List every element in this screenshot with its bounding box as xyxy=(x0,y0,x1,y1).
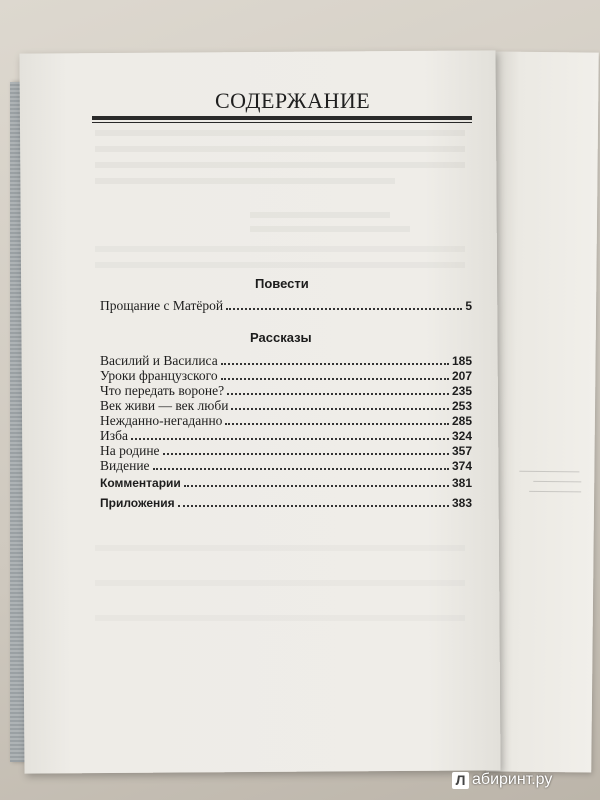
toc-entry-title: Нежданно-негаданно xyxy=(100,413,223,428)
toc-entry-title: Видение xyxy=(100,458,150,473)
toc-stories xyxy=(100,353,472,473)
dot-leader xyxy=(184,484,449,487)
dot-leader xyxy=(131,437,449,440)
bleed-through-text xyxy=(519,462,591,493)
toc-entry xyxy=(100,413,472,428)
toc-entry-page: 207 xyxy=(451,369,472,383)
title-rule xyxy=(92,116,472,120)
watermark-text: абиринт.ру xyxy=(472,771,553,788)
toc-entry-page: 324 xyxy=(451,429,472,443)
toc-entry xyxy=(100,496,472,511)
dot-leader xyxy=(178,504,449,507)
section-heading-novels: Повести xyxy=(255,276,309,291)
toc-entry-page: 253 xyxy=(451,399,472,413)
dot-leader xyxy=(153,467,449,470)
toc-entry xyxy=(100,383,472,398)
toc-entry-page: 185 xyxy=(451,354,472,368)
toc-entry xyxy=(100,368,472,383)
toc-entry xyxy=(100,476,472,496)
dot-leader xyxy=(231,407,449,410)
dot-leader xyxy=(221,362,449,365)
toc-entry-page: 381 xyxy=(451,476,472,490)
toc-entry-title: Комментарии xyxy=(100,476,181,490)
toc-entry-title: Приложения xyxy=(100,496,175,510)
toc-entry xyxy=(100,458,472,473)
dot-leader xyxy=(226,307,462,310)
toc-entry-page: 235 xyxy=(451,384,472,398)
toc-entry-title: Изба xyxy=(100,428,128,443)
dot-leader xyxy=(227,392,449,395)
dot-leader xyxy=(225,422,449,425)
toc-entry-title: Прощание с Матёрой xyxy=(100,298,224,313)
toc-entry xyxy=(100,353,472,368)
toc-back-matter xyxy=(100,476,472,511)
toc-entry-title: Василий и Василиса xyxy=(100,353,218,368)
toc-entry xyxy=(100,443,472,458)
dot-leader xyxy=(221,377,449,380)
dot-leader xyxy=(163,452,449,455)
toc-entry-title: Уроки французского xyxy=(100,368,218,383)
toc-novels xyxy=(100,298,472,313)
toc-entry-page: 357 xyxy=(451,444,472,458)
toc-entry-title: Что передать вороне? xyxy=(100,383,225,398)
labirint-l-icon: Л xyxy=(452,772,469,789)
toc-entry-page: 374 xyxy=(451,459,472,473)
labirint-watermark xyxy=(452,768,552,792)
section-heading-stories: Рассказы xyxy=(250,330,312,345)
right-page xyxy=(486,51,599,772)
toc-entry-title: Век живи — век люби xyxy=(100,398,229,413)
page-title: СОДЕРЖАНИЕ xyxy=(215,88,371,113)
toc-entry xyxy=(100,298,472,313)
toc-entry-page: 285 xyxy=(451,414,472,428)
toc-entry xyxy=(100,428,472,443)
toc-entry-page: 5 xyxy=(465,299,472,313)
title-rule-thin xyxy=(92,122,472,123)
toc-entry-title: На родине xyxy=(100,443,160,458)
toc-entry xyxy=(100,398,472,413)
toc-entry-page: 383 xyxy=(451,496,472,510)
